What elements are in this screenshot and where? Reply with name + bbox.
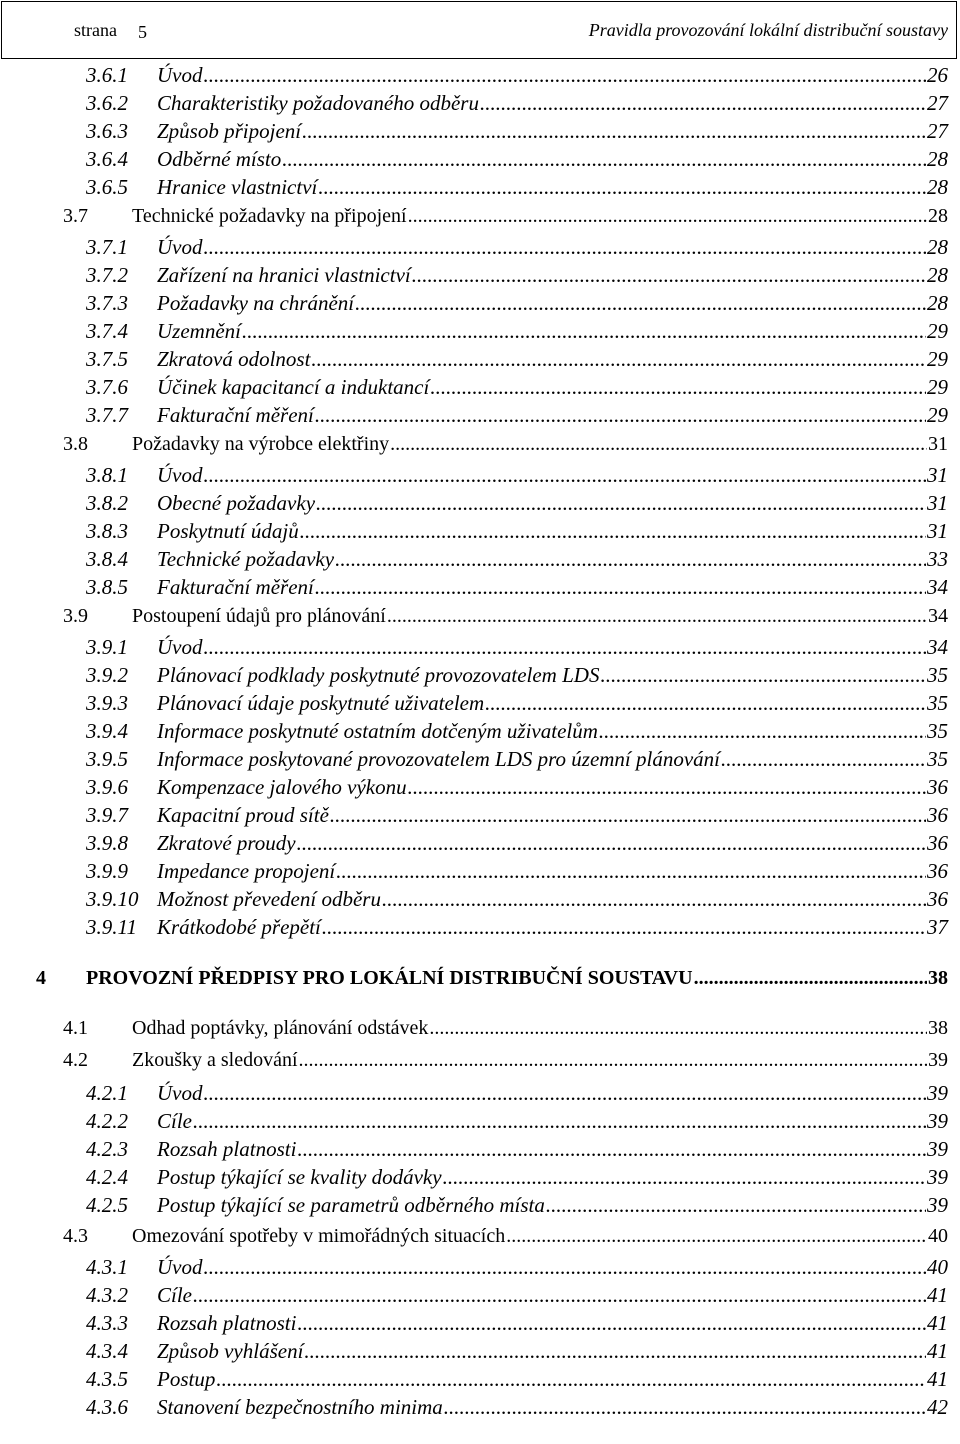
toc-entry-page: 26: [927, 63, 948, 87]
toc-entry[interactable]: [86, 119, 948, 145]
toc-entry[interactable]: [86, 347, 948, 373]
toc-entry-page: 41: [927, 1367, 948, 1391]
toc-entry-number: 3.9.1: [86, 635, 128, 659]
toc-entry[interactable]: [86, 635, 948, 661]
toc-entry-number: 3.6.1: [86, 63, 128, 87]
toc-entry-title: Cíle: [157, 1109, 192, 1133]
toc-entry-page: 38: [928, 967, 948, 989]
toc-entry[interactable]: [86, 1165, 948, 1191]
toc-entry-title: Poskytnutí údajů: [157, 519, 299, 543]
toc-entry[interactable]: [86, 859, 948, 885]
toc-entry-title: Úvod: [157, 235, 203, 259]
toc-entry-page: 41: [927, 1339, 948, 1363]
toc-entry-page: 28: [927, 235, 948, 259]
toc-entry[interactable]: [86, 691, 948, 717]
toc-entry-page: 37: [927, 915, 948, 939]
toc-entry-page: 35: [927, 719, 948, 743]
toc-entry[interactable]: [86, 403, 948, 429]
toc-dot-leader: [315, 403, 926, 428]
toc-entry-title: Technické požadavky na připojení: [132, 205, 407, 227]
toc-entry-page: 33: [927, 547, 948, 571]
toc-entry[interactable]: [86, 1367, 948, 1393]
toc-entry-number: 3.8.2: [86, 491, 128, 515]
toc-entry-number: 3.9.7: [86, 803, 128, 827]
toc-entry-title: Úvod: [157, 63, 203, 87]
toc-entry-title: Technické požadavky: [157, 547, 335, 571]
toc-entry-number: 4.3.4: [86, 1339, 128, 1363]
toc-entry-number: 4.2.2: [86, 1109, 128, 1133]
toc-entry-number: 4.1: [63, 1017, 88, 1039]
toc-dot-leader: [282, 147, 926, 172]
toc-entry[interactable]: [86, 1193, 948, 1219]
toc-entry-page: 28: [928, 205, 948, 227]
toc-entry[interactable]: [86, 91, 948, 117]
toc-entry-title: Rozsah platnosti: [157, 1311, 297, 1335]
toc-entry[interactable]: [86, 1137, 948, 1163]
toc-entry-page: 28: [927, 291, 948, 315]
toc-dot-leader: [302, 119, 926, 144]
toc-entry[interactable]: [86, 575, 948, 601]
toc-entry[interactable]: [86, 1109, 948, 1135]
toc-entry-title: Postup: [157, 1367, 216, 1391]
toc-entry-page: 29: [927, 375, 948, 399]
toc-entry-page: 39: [927, 1081, 948, 1105]
toc-entry-page: 34: [927, 575, 948, 599]
toc-dot-leader: [382, 887, 926, 912]
toc-dot-leader: [506, 1225, 927, 1248]
toc-dot-leader: [315, 575, 926, 600]
toc-entry[interactable]: [86, 263, 948, 289]
toc-dot-leader: [599, 719, 926, 744]
toc-entry-title: Zkoušky a sledování: [132, 1049, 298, 1071]
toc-entry-number: 3.9.10: [86, 887, 139, 911]
toc-dot-leader: [297, 1311, 926, 1336]
toc-dot-leader: [480, 91, 926, 116]
toc-entry-page: 41: [927, 1311, 948, 1335]
toc-entry-number: 3.9.3: [86, 691, 128, 715]
toc-entry-page: 42: [927, 1395, 948, 1419]
toc-entry-number: 4.3.3: [86, 1311, 128, 1335]
toc-entry-page: 35: [927, 663, 948, 687]
toc-entry-page: 28: [927, 263, 948, 287]
toc-entry-page: 39: [927, 1137, 948, 1161]
toc-entry-page: 27: [927, 119, 948, 143]
toc-entry-page: 36: [927, 803, 948, 827]
toc-entry-title: Možnost převedení odběru: [157, 887, 381, 911]
toc-entry[interactable]: [86, 747, 948, 773]
toc-entry-title: Postup týkající se kvality dodávky: [157, 1165, 442, 1189]
toc-entry-page: 35: [927, 747, 948, 771]
toc-entry-page: 40: [928, 1225, 948, 1247]
toc-entry-title: Účinek kapacitancí a induktancí: [157, 375, 430, 399]
toc-entry[interactable]: [86, 1081, 948, 1107]
toc-entry-page: 31: [928, 433, 948, 455]
toc-entry-page: 31: [927, 519, 948, 543]
toc-entry-page: 29: [927, 347, 948, 371]
document-title: Pravidla provozování lokální distribuční soustavy: [588, 20, 948, 40]
toc-entry-title: Krátkodobé přepětí: [157, 915, 321, 939]
toc-entry-title: Způsob vyhlášení: [157, 1339, 304, 1363]
toc-entry-page: 28: [927, 147, 948, 171]
toc-dot-leader: [304, 1339, 926, 1364]
toc-entry-title: Zkratové proudy: [157, 831, 296, 855]
toc-entry[interactable]: [63, 1225, 948, 1251]
toc-entry-page: 36: [927, 859, 948, 883]
toc-entry-title: Fakturační měření: [157, 403, 314, 427]
toc-entry-title: Charakteristiky požadovaného odběru: [157, 91, 479, 115]
toc-entry-title: Plánovací údaje poskytnuté uživatelem: [157, 691, 485, 715]
toc-entry-title: Omezování spotřeby v mimořádných situacích: [132, 1225, 506, 1247]
toc-dot-leader: [204, 1255, 927, 1280]
toc-entry-number: 3.8: [63, 433, 88, 455]
toc-dot-leader: [193, 1109, 926, 1134]
toc-dot-leader: [204, 235, 927, 260]
toc-entry-number: 4.3.1: [86, 1255, 128, 1279]
toc-dot-leader: [694, 967, 927, 990]
toc-entry[interactable]: [86, 775, 948, 801]
toc-entry-page: 29: [927, 403, 948, 427]
toc-entry[interactable]: [86, 319, 948, 345]
toc-entry[interactable]: [86, 1283, 948, 1309]
toc-entry[interactable]: [86, 463, 948, 489]
toc-entry[interactable]: [86, 1311, 948, 1337]
toc-entry[interactable]: [63, 605, 948, 631]
toc-entry-number: 3.9.8: [86, 831, 128, 855]
toc-dot-leader: [444, 1395, 926, 1420]
toc-dot-leader: [430, 375, 926, 400]
toc-entry-title: Zařízení na hranici vlastnictví: [157, 263, 411, 287]
toc-dot-leader: [193, 1283, 926, 1308]
toc-entry-page: 34: [928, 605, 948, 627]
toc-entry-page: 31: [927, 463, 948, 487]
toc-dot-leader: [330, 803, 926, 828]
toc-entry-page: 40: [927, 1255, 948, 1279]
toc-entry-title: Zkratová odolnost: [157, 347, 311, 371]
toc-dot-leader: [600, 663, 926, 688]
toc-entry-number: 3.7.2: [86, 263, 128, 287]
toc-entry-number: 4.2.5: [86, 1193, 128, 1217]
toc-dot-leader: [316, 491, 926, 516]
toc-entry-number: 3.6.4: [86, 147, 128, 171]
toc-entry-number: 3.9.5: [86, 747, 128, 771]
toc-entry-number: 3.9.11: [86, 915, 137, 939]
toc-entry-title: Informace poskytované provozovatelem LDS pro územní plánování: [157, 747, 721, 771]
toc-entry-number: 3.7.5: [86, 347, 128, 371]
toc-entry-page: 39: [927, 1165, 948, 1189]
toc-entry[interactable]: [86, 831, 948, 857]
toc-entry[interactable]: [63, 433, 948, 459]
toc-entry[interactable]: [86, 291, 948, 317]
toc-dot-leader: [204, 635, 927, 660]
toc-dot-leader: [318, 175, 926, 200]
toc-dot-leader: [390, 433, 927, 456]
toc-entry[interactable]: [86, 519, 948, 545]
toc-entry-number: 4.3.6: [86, 1395, 128, 1419]
toc-entry-title: Obecné požadavky: [157, 491, 316, 515]
toc-entry[interactable]: [86, 719, 948, 745]
toc-dot-leader: [485, 691, 926, 716]
toc-entry-number: 3.8.5: [86, 575, 128, 599]
toc-dot-leader: [204, 463, 927, 488]
toc-entry-title: Impedance propojení: [157, 859, 336, 883]
toc-entry-title: Požadavky na chránění: [157, 291, 355, 315]
toc-entry[interactable]: [86, 147, 948, 173]
toc-entry[interactable]: [86, 375, 948, 401]
toc-entry-number: 3.6.2: [86, 91, 128, 115]
toc-entry[interactable]: [86, 887, 948, 913]
toc-entry-page: 29: [927, 319, 948, 343]
toc-dot-leader: [355, 291, 926, 316]
page-number: 5: [138, 22, 147, 42]
toc-entry-page: 39: [927, 1109, 948, 1133]
toc-entry-title: Fakturační měření: [157, 575, 314, 599]
toc-entry-number: 4.3: [63, 1225, 88, 1247]
toc-entry-title: Způsob připojení: [157, 119, 302, 143]
toc-entry-title: Úvod: [157, 1255, 203, 1279]
toc-entry-number: 3.9.2: [86, 663, 128, 687]
toc-dot-leader: [335, 547, 926, 572]
toc-dot-leader: [408, 205, 927, 228]
toc-entry-number: 4.2: [63, 1049, 88, 1071]
toc-dot-leader: [311, 347, 926, 372]
toc-entry-number: 4.2.3: [86, 1137, 128, 1161]
toc-entry[interactable]: [36, 967, 948, 993]
toc-entry-number: 3.7.6: [86, 375, 128, 399]
toc-entry-title: Plánovací podklady poskytnuté provozovatelem LDS: [157, 663, 600, 687]
toc-dot-leader: [242, 319, 926, 344]
toc-entry-number: 3.6.5: [86, 175, 128, 199]
toc-entry-number: 3.7.1: [86, 235, 128, 259]
toc-entry-page: 36: [927, 775, 948, 799]
toc-dot-leader: [387, 605, 927, 628]
toc-entry-number: 3.9.4: [86, 719, 128, 743]
toc-entry-number: 4.3.5: [86, 1367, 128, 1391]
toc-dot-leader: [721, 747, 926, 772]
toc-entry[interactable]: [86, 491, 948, 517]
toc-entry-page: 39: [928, 1049, 948, 1071]
toc-entry-page: 35: [927, 691, 948, 715]
toc-entry-title: Postup týkající se parametrů odběrného místa: [157, 1193, 545, 1217]
toc-entry-page: 34: [927, 635, 948, 659]
toc-entry-number: 3.9.6: [86, 775, 128, 799]
toc-entry-page: 36: [927, 831, 948, 855]
toc-entry-title: Postoupení údajů pro plánování: [132, 605, 386, 627]
toc-entry-title: Rozsah platnosti: [157, 1137, 297, 1161]
toc-entry-title: Hranice vlastnictví: [157, 175, 318, 199]
toc-entry-page: 38: [928, 1017, 948, 1039]
toc-entry-number: 3.8.3: [86, 519, 128, 543]
toc-dot-leader: [297, 831, 926, 856]
toc-entry-title: Odběrné místo: [157, 147, 282, 171]
toc-dot-leader: [443, 1165, 926, 1190]
toc-entry-title: Kompenzace jalového výkonu: [157, 775, 407, 799]
toc-dot-leader: [412, 263, 926, 288]
toc-entry[interactable]: [63, 205, 948, 231]
toc-entry[interactable]: [86, 63, 948, 89]
toc-entry-number: 3.7.7: [86, 403, 128, 427]
toc-entry-number: 3.9: [63, 605, 88, 627]
toc-dot-leader: [297, 1137, 926, 1162]
toc-entry-page: 27: [927, 91, 948, 115]
toc-entry-number: 3.7.3: [86, 291, 128, 315]
toc-entry-number: 4.2.1: [86, 1081, 128, 1105]
toc-entry-title: Cíle: [157, 1283, 192, 1307]
toc-dot-leader: [299, 1049, 927, 1072]
toc-dot-leader: [216, 1367, 926, 1392]
toc-entry-page: 31: [927, 491, 948, 515]
toc-entry[interactable]: [86, 1255, 948, 1281]
toc-entry[interactable]: [86, 663, 948, 689]
toc-dot-leader: [204, 63, 927, 88]
toc-dot-leader: [204, 1081, 927, 1106]
toc-entry[interactable]: [86, 175, 948, 201]
toc-entry-title: Úvod: [157, 1081, 203, 1105]
toc-dot-leader: [408, 775, 926, 800]
toc-dot-leader: [322, 915, 926, 940]
toc-entry-title: Požadavky na výrobce elektřiny: [132, 433, 390, 455]
toc-dot-leader: [300, 519, 926, 544]
toc-entry-number: 4.2.4: [86, 1165, 128, 1189]
toc-entry[interactable]: [86, 803, 948, 829]
toc-entry[interactable]: [86, 1339, 948, 1365]
toc-entry[interactable]: [86, 235, 948, 261]
toc-dot-leader: [336, 859, 926, 884]
toc-entry-number: 4: [36, 967, 46, 989]
toc-entry-page: 41: [927, 1283, 948, 1307]
page-label: strana: [74, 20, 117, 40]
toc-entry[interactable]: [86, 915, 948, 941]
toc-entry[interactable]: [86, 1395, 948, 1421]
toc-entry-number: 3.7.4: [86, 319, 128, 343]
toc-entry-number: 3.6.3: [86, 119, 128, 143]
toc-entry-number: 3.9.9: [86, 859, 128, 883]
toc-entry[interactable]: [63, 1049, 948, 1075]
toc-entry-number: 3.8.4: [86, 547, 128, 571]
toc-entry-title: Úvod: [157, 463, 203, 487]
toc-entry-page: 36: [927, 887, 948, 911]
toc-entry[interactable]: [86, 547, 948, 573]
toc-entry-number: 3.7: [63, 205, 88, 227]
toc-entry-title: PROVOZNÍ PŘEDPISY PRO LOKÁLNÍ DISTRIBUČNÍ SOUSTAVU: [86, 967, 693, 989]
toc-entry-number: 4.3.2: [86, 1283, 128, 1307]
toc-entry-title: Úvod: [157, 635, 203, 659]
toc-entry[interactable]: [63, 1017, 948, 1043]
toc-entry-title: Informace poskytnuté ostatním dotčeným uživatelům: [157, 719, 598, 743]
toc-entry-title: Kapacitní proud sítě: [157, 803, 329, 827]
toc-dot-leader: [429, 1017, 927, 1040]
toc-entry-number: 3.8.1: [86, 463, 128, 487]
toc-entry-page: 28: [927, 175, 948, 199]
toc-entry-title: Uzemnění: [157, 319, 241, 343]
toc-dot-leader: [546, 1193, 926, 1218]
toc-entry-title: Odhad poptávky, plánování odstávek: [132, 1017, 429, 1039]
toc-entry-page: 39: [927, 1193, 948, 1217]
toc-entry-title: Stanovení bezpečnostního minima: [157, 1395, 443, 1419]
